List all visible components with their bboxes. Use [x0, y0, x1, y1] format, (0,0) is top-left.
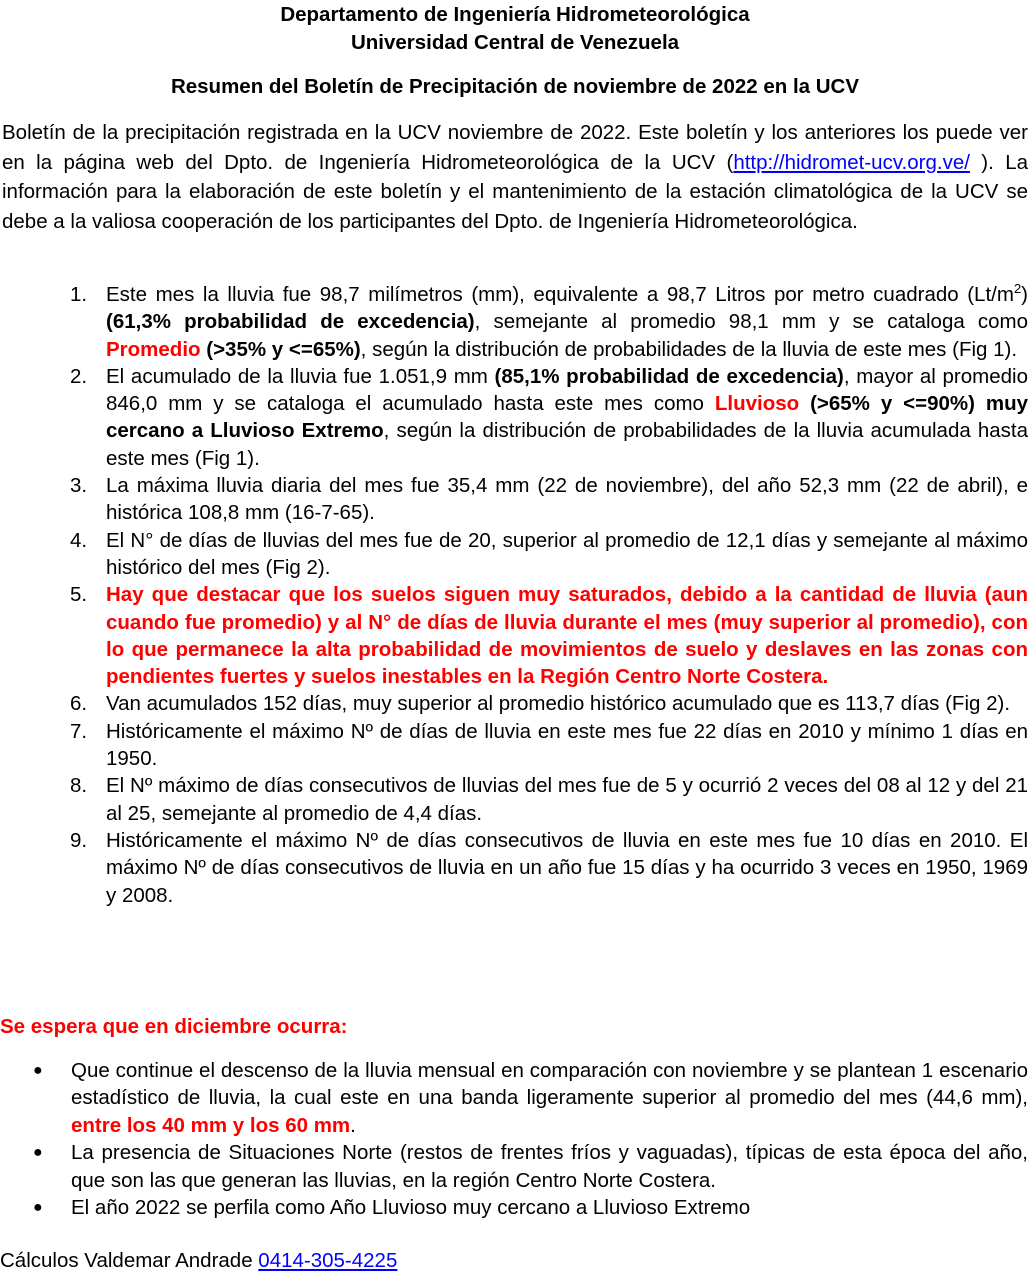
- bullet-icon: ●: [33, 1144, 43, 1162]
- item-text: [799, 392, 810, 415]
- item-text: , según la distribución de probabilidades de la lluvia de este mes (Fig 1).: [360, 337, 1018, 361]
- footer: [0, 1247, 397, 1275]
- list-item: [70, 718, 1028, 773]
- item-text: El N° de días de lluvias del mes fue de 20, superior al promedio de 12,1 días y semejante al máximo histórico del mes (Fig 2).: [106, 528, 1028, 579]
- forecast-list: [33, 1057, 1028, 1221]
- intro-text-2: ). La información para la elaboración de este boletín y el mantenimiento de la estación climatológica de la UCV se debe a la valiosa cooperación de los participantes del Dpto. de Ingeniería Hidrometeorológica.: [2, 150, 1028, 233]
- item-text: La máxima lluvia diaria del mes fue 35,4 mm (22 de noviembre), del año 52,3 mm (22 de abril), e histórica 108,8 mm (16-7-65).: [106, 474, 1028, 525]
- item-text: La presencia de Situaciones Norte (restos de frentes fríos y vaguadas), típicas de esta época del año, que son las que generan las lluvias, en la región Centro Norte Costera.: [71, 1141, 1028, 1192]
- item-text: El Nº máximo de días consecutivos de lluvias del mes fue de 5 y ocurrió 2 veces del 08 al 12 y del 21 al 25, semejante al promedio de 4,4 días.: [106, 774, 1028, 825]
- intro-paragraph: [2, 118, 1028, 236]
- bullet-icon: ●: [33, 1062, 43, 1079]
- list-item: [70, 772, 1028, 827]
- bullet-icon: ●: [33, 1199, 43, 1217]
- item-number: 6.: [70, 692, 88, 716]
- university-heading: Universidad Central de Venezuela: [350, 31, 680, 54]
- list-item: [70, 827, 1028, 909]
- item-text: Que continue el descenso de la lluvia mensual en comparación con noviembre y se plantean 1 escenario estadístico de lluvia, la cual este en una banda ligeramente superior al promedio del mes (44,6 mm),: [71, 1059, 1028, 1110]
- item-text: .: [350, 1113, 356, 1137]
- item-text: Históricamente el máximo Nº de días de lluvia en este mes fue 22 días en 2010 y mínimo 1 días en 1950.: [106, 719, 1028, 771]
- credits-label: Cálculos Valdemar Andrade: [0, 1249, 259, 1272]
- forecast-heading: Se espera que en diciembre ocurra:: [0, 1015, 348, 1038]
- item-text: , según la distribución de probabilidades de la lluvia acumulada hasta este mes (Fig 1).: [106, 419, 1028, 470]
- list-item: [70, 281, 1029, 363]
- list-item: [33, 1194, 1028, 1221]
- rain-range: entre los 40 mm y los 60 mm: [71, 1113, 351, 1137]
- item-number: 3.: [70, 474, 88, 498]
- list-item: [70, 690, 1028, 717]
- superscript: 2: [1013, 281, 1022, 297]
- list-item: [70, 472, 1028, 527]
- department-heading: Departamento de Ingeniería Hidrometeorológica: [280, 3, 750, 26]
- list-item: [33, 1139, 1028, 1194]
- website-link[interactable]: http://hidromet-ucv.org.ve/: [733, 150, 970, 174]
- item-text: Históricamente el máximo Nº de días consecutivos de lluvia en este mes fue 10 días en 2010. El máximo Nº de días consecutivos de lluvia en un año fue 15 días y ha ocurrido 3 veces en 1950, 1969 y 2008.: [106, 828, 1028, 907]
- category-label: Lluvioso: [714, 392, 800, 416]
- item-number: 7.: [70, 719, 88, 743]
- phone-link[interactable]: 0414-305-4225: [258, 1249, 398, 1272]
- summary-list: [70, 281, 1029, 909]
- item-text: , semejante al promedio 98,1 mm y se cataloga como: [474, 310, 1029, 334]
- category-label: Promedio: [106, 337, 201, 361]
- exceedance-probability: (85,1% probabilidad de excedencia): [494, 364, 844, 388]
- item-number: 5.: [70, 583, 88, 607]
- item-text: El año 2022 se perfila como Año Lluvioso muy cercano a Lluvioso Extremo: [71, 1196, 751, 1220]
- item-text: Este mes la lluvia fue 98,7 milímetros (mm), equivalente a 98,7 Litros por metro cuadrado (Lt/m: [106, 283, 1014, 306]
- item-number: 2.: [70, 364, 88, 388]
- saturation-warning: Hay que destacar que los suelos siguen muy saturados, debido a la cantidad de lluvia (aun cuando fue promedio) y al N° de días de lluvia durante el mes (muy superior al promedio), con lo que permanece la alta probabilidad de movimientos de suelo y deslaves en las zonas con pendientes fuertes y suelos inestables en la Región Centro Norte Costera.: [106, 583, 1028, 689]
- item-number: 4.: [70, 528, 88, 552]
- category-range: (>65% y <=90%) muy cercano a Lluvioso Extremo: [106, 392, 1028, 443]
- item-text: Van acumulados 152 días, muy superior al promedio histórico acumulado que es 113,7 días (Fig 2).: [106, 692, 1011, 716]
- list-item: [33, 1057, 1028, 1139]
- list-item: [70, 581, 1028, 690]
- list-item: [70, 363, 1028, 472]
- item-text: , mayor al promedio 846,0 mm y se cataloga el acumulado hasta este mes como: [106, 364, 1028, 416]
- bulletin-title: Resumen del Boletín de Precipitación de noviembre de 2022 en la UCV: [170, 75, 860, 98]
- item-text: ): [1021, 283, 1028, 306]
- list-item: [70, 527, 1028, 582]
- item-number: 1.: [70, 283, 88, 306]
- intro-text-1: Boletín de la precipitación registrada en la UCV noviembre de 2022. Este boletín y los anteriores los puede ver en la página web del Dpto. de Ingeniería Hidrometeorológica de la UCV (: [2, 121, 1028, 174]
- item-text: El acumulado de la lluvia fue 1.051,9 mm: [106, 364, 495, 388]
- item-number: 9.: [70, 828, 88, 852]
- category-range: (>35% y <=65%): [206, 337, 361, 361]
- item-number: 8.: [70, 774, 88, 798]
- exceedance-probability: (61,3% probabilidad de excedencia): [106, 310, 475, 334]
